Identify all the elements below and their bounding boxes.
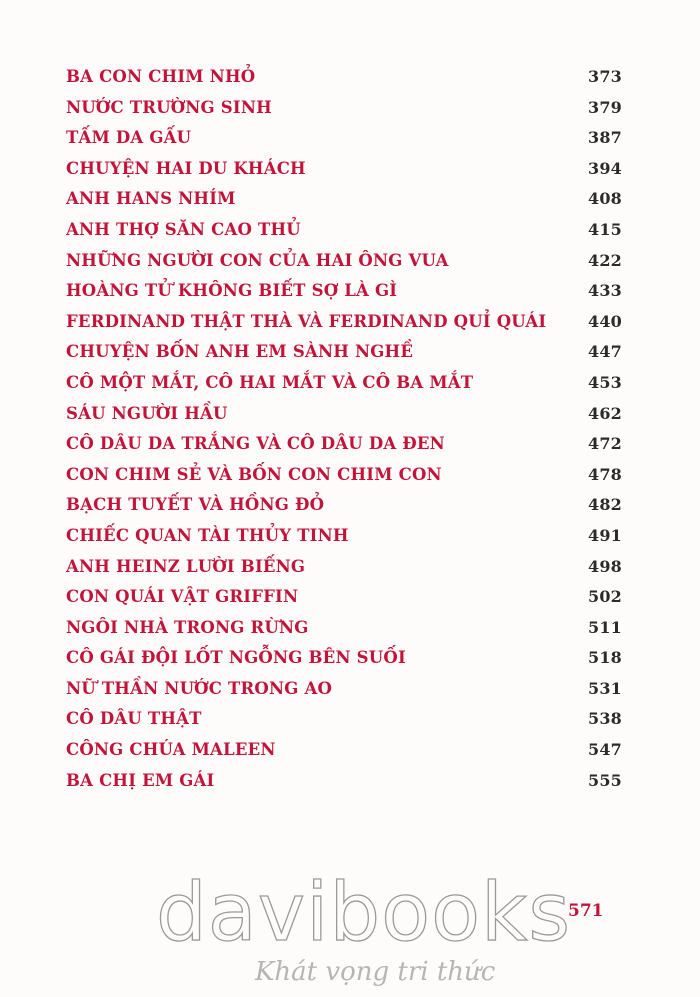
toc-entry-page: 379 [588,97,622,117]
toc-entry [66,123,622,154]
toc-entry-title: CÔ DÂU DA TRẮNG VÀ CÔ DÂU DA ĐEN [66,434,445,454]
toc-entry-page: 478 [588,464,622,484]
toc-entry [66,735,622,766]
toc-entry [66,246,622,277]
toc-entry-title: BA CON CHIM NHỎ [66,67,256,86]
toc-entry-title: CÔ DÂU THẬT [66,709,202,729]
toc-entry [66,490,622,521]
toc-entry-page: 433 [588,281,622,301]
toc-entry-page: 447 [588,342,622,362]
toc-entry-title: CHUYỆN BỐN ANH EM SÀNH NGHỀ [66,342,414,362]
page-number: 571 [568,901,604,921]
toc-entry-title: ANH THỢ SĂN CAO THỦ [66,219,301,239]
toc-entry-page: 472 [588,434,622,454]
toc-entry [66,307,622,338]
toc-entry-title: NỮ THẦN NƯỚC TRONG AO [66,678,333,698]
toc-entry-page: 422 [588,250,622,270]
toc-entry-title: ANH HEINZ LƯỜI BIẾNG [66,556,306,576]
toc-entry-page: 408 [588,189,622,209]
toc-entry-page: 518 [588,648,622,668]
toc-entry [66,368,622,399]
watermark-slogan: Khát vọng tri thức [255,957,496,987]
toc-entry-title: CHUYỆN HAI DU KHÁCH [66,158,306,178]
watermark-brand: davibooks [156,866,572,959]
toc-entry-page: 511 [588,617,622,637]
toc-entry-title: ANH HANS NHÍM [66,189,236,209]
toc-entry-title: NHỮNG NGƯỜI CON CỦA HAI ÔNG VUA [66,250,449,270]
toc-entry [66,93,622,124]
toc-entry-page: 498 [588,556,622,576]
toc-entry-title: BẠCH TUYẾT VÀ HỒNG ĐỎ [66,495,325,515]
toc-entry-title: NƯỚC TRƯỜNG SINH [66,97,272,117]
toc-entry-page: 415 [588,219,622,239]
toc-entry [66,613,622,644]
toc-entry [66,184,622,215]
toc-entry-page: 538 [588,709,622,729]
toc-entry [66,552,622,583]
toc-entry [66,643,622,674]
table-of-contents [66,62,622,796]
toc-entry-title: CON QUÁI VẬT GRIFFIN [66,587,299,607]
toc-entry [66,429,622,460]
toc-entry-page: 547 [588,740,622,760]
toc-entry [66,521,622,552]
toc-entry-page: 394 [588,158,622,178]
toc-entry-title: CÔ GÁI ĐỘI LỐT NGỖNG BÊN SUỐI [66,648,406,668]
toc-entry-title: CÔNG CHÚA MALEEN [66,740,276,760]
toc-entry [66,704,622,735]
toc-entry [66,337,622,368]
toc-entry [66,766,622,797]
toc-entry [66,154,622,185]
toc-entry-page: 482 [588,495,622,515]
toc-entry-page: 373 [588,67,622,86]
toc-entry-page: 531 [588,678,622,698]
toc-entry-title: CÔ MỘT MẮT, CÔ HAI MẮT VÀ CÔ BA MẮT [66,372,474,392]
toc-entry-title: SÁU NGƯỜI HẦU [66,403,228,423]
toc-entry-title: HOÀNG TỬ KHÔNG BIẾT SỢ LÀ GÌ [66,281,398,301]
toc-entry-page: 453 [588,372,622,392]
toc-entry-title: TẤM DA GẤU [66,128,192,148]
toc-entry [66,582,622,613]
toc-entry-page: 462 [588,403,622,423]
toc-entry-page: 502 [588,587,622,607]
toc-entry [66,399,622,430]
toc-entry-title: NGÔI NHÀ TRONG RỪNG [66,617,309,637]
toc-entry [66,62,622,93]
toc-entry [66,674,622,705]
toc-entry-page: 491 [588,525,622,545]
toc-entry-title: BA CHỊ EM GÁI [66,770,215,790]
toc-entry [66,460,622,491]
toc-entry-title: CHIẾC QUAN TÀI THỦY TINH [66,525,349,545]
toc-entry-title: CON CHIM SẺ VÀ BỐN CON CHIM CON [66,464,442,484]
toc-entry-page: 555 [588,770,622,790]
toc-entry-page: 387 [588,128,622,148]
toc-entry-title: FERDINAND THẬT THÀ VÀ FERDINAND QUỈ QUÁI [66,311,547,331]
toc-entry [66,276,622,307]
toc-entry-page: 440 [588,311,622,331]
toc-entry [66,215,622,246]
